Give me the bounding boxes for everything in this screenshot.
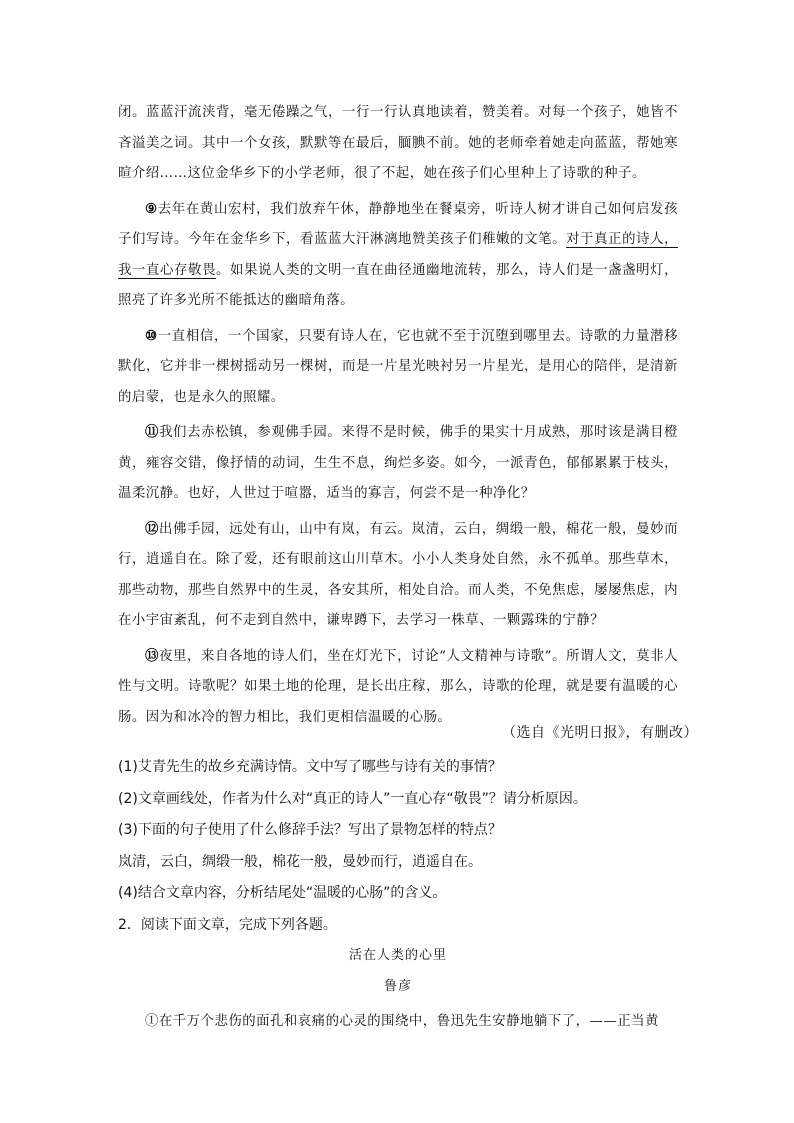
paragraph-text: 夜里，来自各地的诗人们，坐在灯光下，讨论“人文精神与诗歌”。所谓人文，莫非人性与文明。诗歌呢？如果土地的伦理，是长出庄稼，那么，诗歌的伦理，就是要有温暖的心肠。因为和冰冷的智力相比，我们更相信温暖的心肠。 — [118, 648, 678, 725]
paragraph-continued — [118, 98, 678, 190]
paragraph-10 — [118, 321, 678, 414]
paragraph-text: 出佛手园，远处有山，山中有岚，有云。岚清，云白，绸缎一般，棉花一般，曼妙而行，逍遥自在。除了爱，还有眼前这山川草木。小小人类身处自然，永不孤单。那些草木，那些动物，那些自然界中的生灵，各安其所，相处自洽。而人类，不免焦虑，屡屡焦虑，内在小宇宙紊乱，何不走到自然中，谦卑蹲下，去学习一株草、一颗露珠的宁静？ — [118, 521, 678, 628]
question-3-quote: 岚清，云白，绸缎一般，棉花一般，曼妙而行，逍遥自在。 — [118, 853, 482, 870]
paragraph-13 — [118, 641, 678, 734]
underlined-sentence: 对于真正的诗人，我一直心存敬畏 — [118, 232, 679, 278]
article-author: 鲁彦 — [383, 979, 412, 994]
question-list — [118, 752, 698, 941]
paragraph-number: ⑪ — [145, 424, 160, 440]
paragraph-9 — [118, 194, 678, 317]
paragraph-number: ⑫ — [145, 520, 160, 537]
question-1: (1)艾青先生的故乡充满诗情。文中写了哪些与诗有关的事情？ — [118, 759, 502, 775]
paragraph-12 — [118, 514, 678, 637]
paragraph-number: ⑬ — [145, 647, 160, 664]
question-3: (3)下面的句子使用了什么修辞手法？写出了景物怎样的特点？ — [118, 822, 502, 838]
paragraph-text: 我们去赤松镇，参观佛手园。来得不是时候，佛手的果实十月成熟，那时该是满目橙黄，雍容交错，像抒情的动词，生生不息，绚烂多姿。如今，一派青色，郁郁累累于枝头，温柔沉静。也好，人世过于喧嚣，适当的寡言，何尝不是一种净化？ — [118, 425, 678, 501]
paragraph-text: 。如果说人类的文明一直在曲径通幽地流转，那么，诗人们是一盏盏明灯，照亮了许多光所不能抵达的幽暗角落。 — [118, 262, 679, 308]
article-title: 活在人类的心里 — [348, 948, 447, 963]
paragraph-text: 去年在黄山宏村，我们放弃午休，静静地坐在餐桌旁，听诗人树才讲自己如何启发孩子们写诗。今年在金华乡下，看蓝蓝大汗淋漓地赞美孩子们稚嫩的文笔。 — [118, 201, 678, 247]
paragraph-number: ⑩ — [145, 327, 158, 344]
source-citation: （选自《光明日报》，有删改） — [502, 725, 698, 741]
paragraph-text: 闭。蓝蓝汗流浃背，毫无倦躁之气，一行一行认真地读着，赞美着。对每一个孩子，她皆不吝溢美之词。其中一个女孩，默默等在最后，腼腆不前。她的老师牵着她走向蓝蓝，帮她寒暄介绍……这位金华乡下的小学老师，很了不起，她在孩子们心里种上了诗歌的种子。 — [118, 105, 678, 181]
question-2: (2)文章画线处，作者为什么对“真正的诗人”一直心存“敬畏”？请分析原因。 — [118, 790, 587, 807]
paragraph-text: 一直相信，一个国家，只要有诗人在，它也就不至于沉堕到哪里去。诗歌的力量潜移默化，它并非一棵树摇动另一棵树，而是一片星光映衬另一片星光，是用心的陪伴，是清新的启蒙，也是永久的照耀。 — [118, 328, 678, 405]
section-2-heading: 2．阅读下面文章，完成下列各题。 — [118, 916, 337, 933]
paragraph-number: ⑨ — [145, 200, 158, 217]
article-paragraph-1: ①在千万个悲伤的面孔和哀痛的心灵的围绕中，鲁迅先生安静地躺下了，——正当黄 — [145, 1014, 659, 1029]
question-4: (4)结合文章内容，分析结尾处“温暖的心肠”的含义。 — [118, 885, 447, 901]
essay-body — [118, 98, 678, 733]
paragraph-11 — [118, 417, 678, 510]
